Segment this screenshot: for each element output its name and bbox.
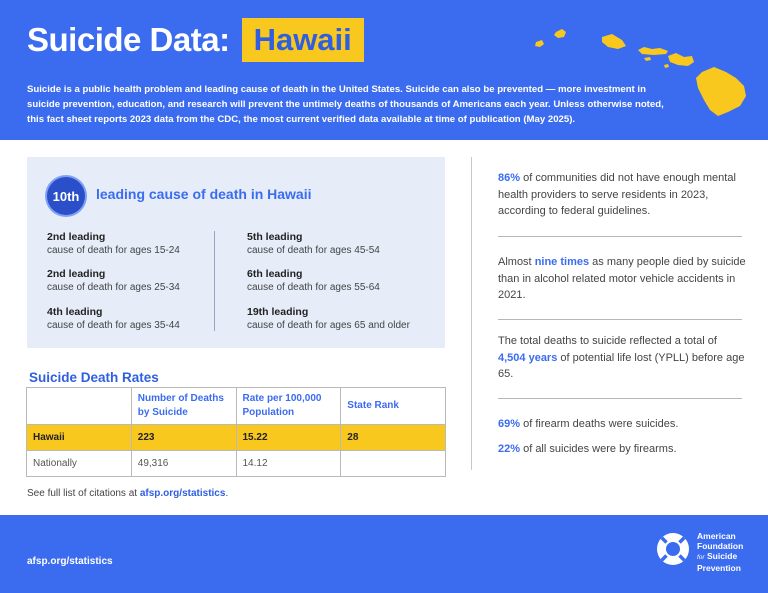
- title-row: [27, 18, 364, 62]
- leading-ages: cause of death for ages 55-64: [247, 282, 380, 293]
- leading-item: [247, 267, 432, 295]
- org-logo-text: [697, 531, 743, 573]
- header: [0, 0, 768, 140]
- org-name-line: Foundation: [697, 541, 744, 551]
- leading-item: [47, 230, 232, 258]
- table-row: [27, 451, 446, 477]
- table-cell: 223: [131, 425, 236, 451]
- fact-divider: [498, 398, 742, 399]
- fact-item: [498, 254, 746, 304]
- fact-item: [498, 333, 746, 383]
- leading-item: [47, 305, 232, 333]
- leading-item: [247, 230, 432, 258]
- table-cell: 15.22: [236, 425, 341, 451]
- table-cell: 49,316: [131, 451, 236, 477]
- table-header-cell: [27, 388, 132, 425]
- fact-divider: [498, 236, 742, 237]
- leading-item: [47, 267, 232, 295]
- leading-cause-card: [27, 157, 445, 348]
- table-header-row: [27, 388, 446, 425]
- fact-highlight: 22%: [498, 443, 521, 455]
- table-cell: Hawaii: [27, 425, 132, 451]
- rank-badge: 10th: [47, 177, 85, 215]
- leading-ages: cause of death for ages 15-24: [47, 245, 180, 256]
- rates-title: Suicide Death Rates: [29, 370, 159, 385]
- leading-item: [247, 305, 432, 333]
- table-cell: Nationally: [27, 451, 132, 477]
- fact-highlight: 4,504 years: [498, 351, 558, 364]
- rates-table: [26, 387, 446, 477]
- table-cell: 28: [341, 425, 446, 451]
- citation: [27, 488, 228, 499]
- org-name-line: Suicide: [706, 551, 738, 561]
- leading-rank: 19th leading: [247, 306, 309, 318]
- leading-rank: 5th leading: [247, 231, 303, 243]
- column-divider: [471, 157, 472, 470]
- fact-divider: [498, 319, 742, 320]
- fact-text: of all suicides were by firearms.: [520, 443, 677, 455]
- leading-rank: 6th leading: [247, 268, 303, 280]
- fact-text: as many people died by suicide than in alcohol related motor vehicle accidents in 2021.: [498, 256, 746, 301]
- table-header-cell: State Rank: [341, 388, 446, 425]
- citation-suffix: .: [225, 488, 229, 499]
- card-divider: [214, 231, 215, 331]
- table-row: [27, 425, 446, 451]
- table-cell: [341, 451, 446, 477]
- citation-prefix: See full list of citations at: [27, 488, 140, 499]
- fact-highlight: nine times: [534, 256, 590, 268]
- footer-link[interactable]: afsp.org/statistics: [27, 556, 113, 567]
- rank-description: leading cause of death in Hawaii: [96, 186, 312, 202]
- hawaii-map-icon: [520, 20, 760, 124]
- leading-ages: cause of death for ages 35-44: [47, 320, 180, 331]
- table-cell: 14.12: [236, 451, 341, 477]
- fact-item: [498, 170, 746, 220]
- state-name: Hawaii: [242, 18, 364, 62]
- fact-item: [498, 416, 746, 433]
- fact-text: The total deaths to suicide reflected a total of: [498, 335, 717, 347]
- leading-rank: 4th leading: [47, 306, 103, 318]
- leading-rank: 2nd leading: [47, 268, 106, 280]
- org-name-line: Prevention: [697, 563, 741, 573]
- org-name-for: for: [697, 554, 705, 561]
- table-header-cell: Rate per 100,000 Population: [236, 388, 341, 425]
- fact-text: of communities did not have enough mental health providers to serve residents in 2023, according to federal guidelines.: [498, 172, 736, 217]
- lifebuoy-logo-icon: [655, 531, 691, 567]
- fact-text: Almost: [498, 256, 535, 268]
- citation-link[interactable]: afsp.org/statistics: [139, 488, 226, 499]
- leading-ages: cause of death for ages 45-54: [247, 245, 380, 256]
- fact-highlight: 69%: [498, 418, 521, 430]
- footer: [0, 515, 768, 593]
- leading-ages: cause of death for ages 65 and older: [247, 320, 410, 331]
- fact-text: of firearm deaths were suicides.: [520, 418, 679, 430]
- fact-item: [498, 441, 746, 458]
- table-header-cell: Number of Deaths by Suicide: [131, 388, 236, 425]
- org-name-line: American: [697, 531, 736, 541]
- leading-ages: cause of death for ages 25-34: [47, 282, 180, 293]
- fact-text: of potential life lost (YPLL) before age 65.: [498, 351, 745, 380]
- intro-text: Suicide is a public health problem and leading cause of death in the United States. Suicide can also be prevented — more investment in suicide prevention, education, and research will prevent the untimely deaths of thousands of Americans each year. Unless otherwise noted, this fact sheet reports 2023 data from the CDC, the most current verified data available at time of publication (May 2025).: [27, 84, 664, 125]
- leading-rank: 2nd leading: [47, 231, 106, 243]
- page-title: Suicide Data:: [27, 21, 230, 58]
- fact-highlight: 86%: [498, 172, 521, 184]
